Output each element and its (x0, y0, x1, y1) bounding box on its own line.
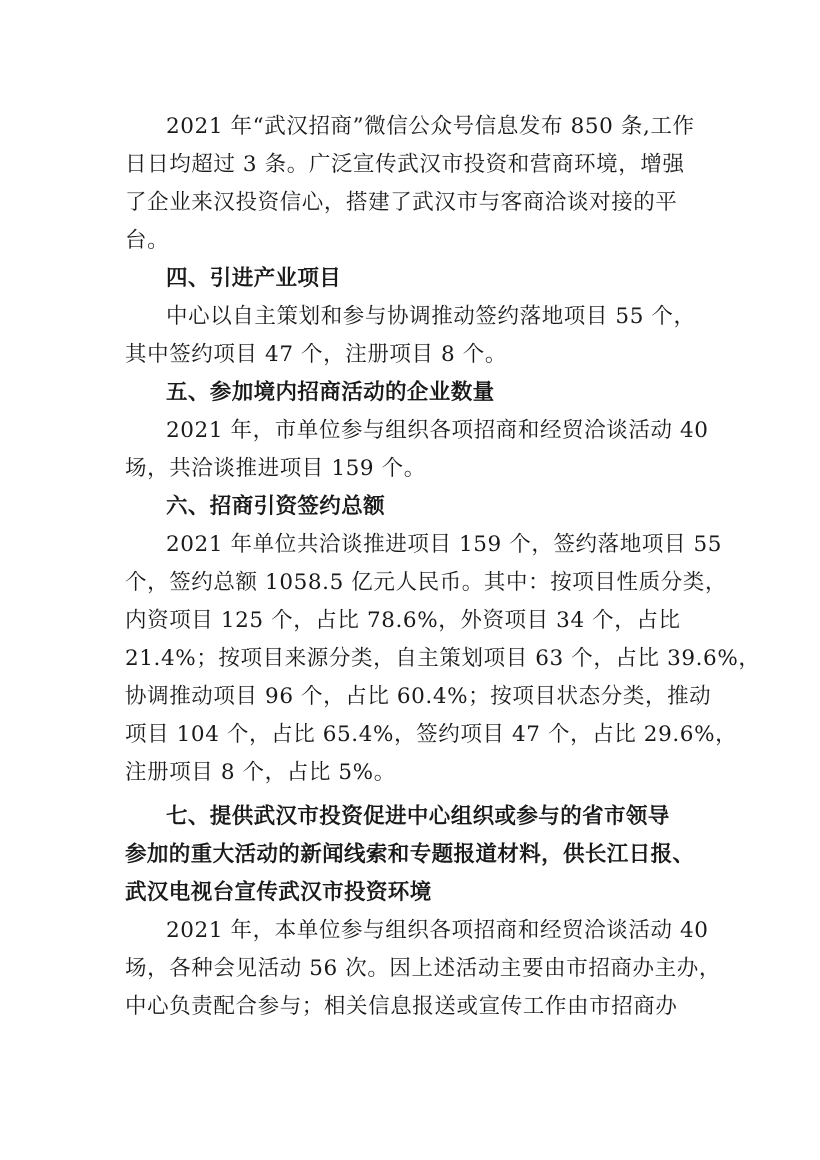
paragraph-line: 中心负责配合参与；相关信息报送或宣传工作由市招商办 (125, 994, 678, 1019)
paragraph-line: 场，各种会见活动 56 次。因上述活动主要由市招商办主办， (125, 956, 721, 981)
paragraph-line: 21.4%；按项目来源分类，自主策划项目 63 个，占比 39.6%， (125, 646, 761, 671)
paragraph-line: 注册项目 8 个，占比 5%。 (125, 760, 396, 785)
paragraph-line: 项目 104 个，占比 65.4%，签约项目 47 个，占比 29.6%， (125, 722, 738, 747)
paragraph-line: 2021 年单位共洽谈推进项目 159 个，签约落地项目 55 (166, 532, 723, 557)
paragraph-line: 场，共洽谈推进项目 159 个。 (125, 456, 426, 481)
paragraph-line: 个，签约总额 1058.5 亿元人民币。其中：按项目性质分类， (125, 570, 727, 595)
paragraph-line: 日日均超过 3 条。广泛宣传武汉市投资和营商环境，增强 (125, 152, 685, 177)
paragraph-line: 2021 年“武汉招商”微信公众号信息发布 850 条,工作 (166, 114, 695, 139)
paragraph-line: 2021 年，本单位参与组织各项招商和经贸洽谈活动 40 (166, 918, 709, 943)
section-heading: 武汉电视台宣传武汉市投资环境 (125, 880, 432, 905)
section-heading: 四、引进产业项目 (166, 266, 342, 291)
section-heading: 五、参加境内招商活动的企业数量 (166, 380, 495, 405)
paragraph-line: 台。 (125, 228, 170, 253)
paragraph-line: 内资项目 125 个，占比 78.6%，外资项目 34 个，占比 (125, 608, 681, 633)
section-heading: 七、提供武汉市投资促进中心组织或参与的省市领导 (166, 804, 670, 829)
section-heading: 六、招商引资签约总额 (166, 494, 386, 519)
paragraph-line: 协调推动项目 96 个，占比 60.4%；按项目状态分类，推动 (125, 684, 712, 709)
paragraph-line: 2021 年，市单位参与组织各项招商和经贸洽谈活动 40 (166, 418, 709, 443)
paragraph-line: 中心以自主策划和参与协调推动签约落地项目 55 个， (166, 304, 696, 329)
paragraph-line: 其中签约项目 47 个，注册项目 8 个。 (125, 342, 507, 367)
paragraph-line: 了企业来汉投资信心，搭建了武汉市与客商洽谈对接的平 (125, 190, 678, 215)
section-heading: 参加的重大活动的新闻线索和专题报道材料，供长江日报、 (125, 842, 695, 867)
